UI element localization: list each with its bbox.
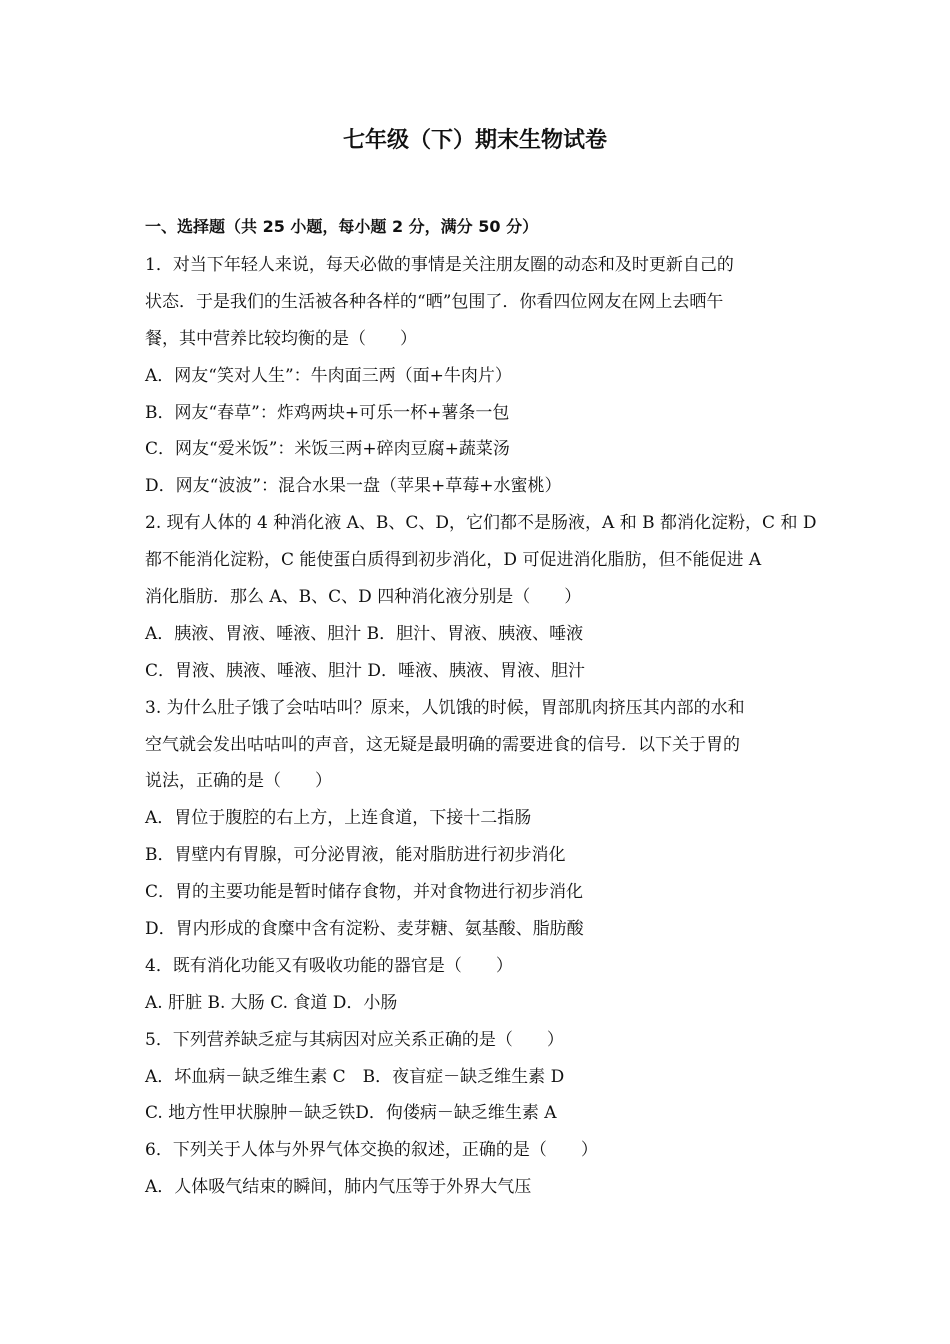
text-line: A．胰液、胃液、唾液、胆汁 B．胆汁、胃液、胰液、唾液 bbox=[145, 623, 584, 644]
text-line: C. 地方性甲状腺肿－缺乏铁D．佝偻病－缺乏维生素 A bbox=[145, 1103, 557, 1124]
text-line: D．网友“波波”：混合水果一盘（苹果+草莓+水蜜桃） bbox=[145, 476, 562, 497]
text-line: C．网友“爱米饭”：米饭三两+碎肉豆腐+蔬菜汤 bbox=[145, 439, 510, 460]
text-line: 消化脂肪．那么 A、B、C、D 四种消化液分别是（ ） bbox=[145, 587, 582, 608]
text-line: B．胃壁内有胃腺，可分泌胃液，能对脂肪进行初步消化 bbox=[145, 845, 566, 866]
text-line: B．网友“春草”：炸鸡两块+可乐一杯+薯条一包 bbox=[145, 402, 510, 423]
text-line: 餐，其中营养比较均衡的是（ ） bbox=[145, 328, 417, 349]
text-line: 4．既有消化功能又有吸收功能的器官是（ ） bbox=[145, 955, 513, 976]
text-line: A．网友“笑对人生”：牛肉面三两（面+牛肉片） bbox=[145, 365, 512, 386]
text-line: 说法，正确的是（ ） bbox=[145, 771, 332, 792]
text-line: 状态．于是我们的生活被各种各样的“晒”包围了．你看四位网友在网上去晒午 bbox=[145, 291, 724, 312]
text-line: A. 肝脏 B. 大肠 C. 食道 D．小肠 bbox=[145, 992, 398, 1013]
text-line: 都不能消化淀粉，C 能使蛋白质得到初步消化，D 可促进消化脂肪，但不能促进 A bbox=[145, 550, 762, 571]
text-line: 1．对当下年轻人来说，每天必做的事情是关注朋友圈的动态和及时更新自己的 bbox=[145, 255, 734, 275]
text-line: C．胃液、胰液、唾液、胆汁 D．唾液、胰液、胃液、胆汁 bbox=[145, 660, 586, 681]
text-line: A．人体吸气结束的瞬间，肺内气压等于外界大气压 bbox=[145, 1177, 532, 1198]
text-line: 6．下列关于人体与外界气体交换的叙述，正确的是（ ） bbox=[145, 1140, 598, 1161]
question-text-block bbox=[145, 250, 815, 1209]
text-line: A．坏血病－缺乏维生素 C B．夜盲症－缺乏维生素 D bbox=[145, 1066, 565, 1087]
text-line: 5．下列营养缺乏症与其病因对应关系正确的是（ ） bbox=[145, 1029, 564, 1050]
text-line: 空气就会发出咕咕叫的声音，这无疑是最明确的需要进食的信号．以下关于胃的 bbox=[145, 734, 740, 755]
text-line: A．胃位于腹腔的右上方，上连食道，下接十二指肠 bbox=[145, 808, 532, 829]
text-line: 2. 现有人体的 4 种消化液 A、B、C、D，它们都不是肠液，A 和 B 都消化淀粉，C 和 D bbox=[145, 513, 817, 534]
text-line: D．胃内形成的食糜中含有淀粉、麦芽糖、氨基酸、脂肪酸 bbox=[145, 919, 584, 940]
page-title: 七年级（下）期末生物试卷 bbox=[342, 128, 607, 153]
text-line: 3. 为什么肚子饿了会咕咕叫？原来，人饥饿的时候，胃部肌肉挤压其内部的水和 bbox=[145, 697, 745, 718]
section-heading: 一、选择题（共 25 小题，每小题 2 分，满分 50 分） bbox=[145, 217, 539, 236]
text-line: C．胃的主要功能是暂时储存食物，并对食物进行初步消化 bbox=[145, 882, 584, 903]
